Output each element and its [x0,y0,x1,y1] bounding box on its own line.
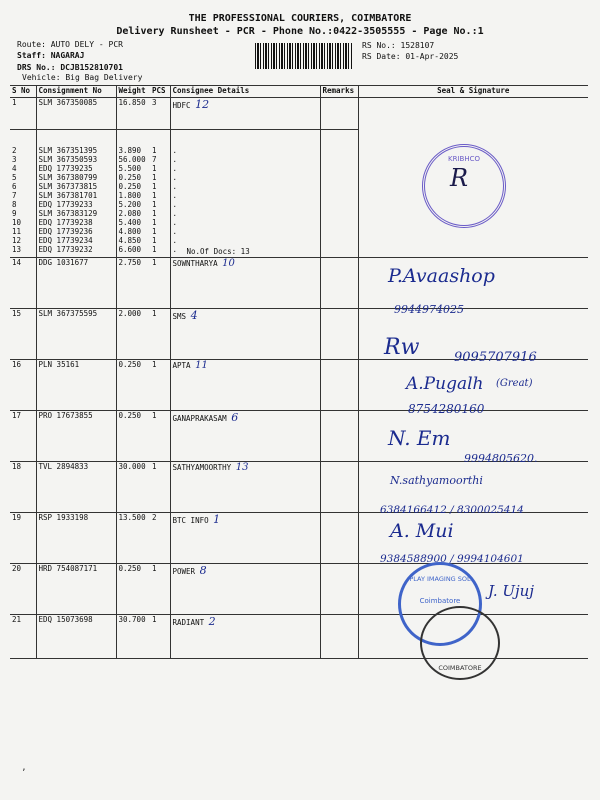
table-row [10,258,588,309]
signature-19: A. Mui [390,520,454,542]
drs-no: DRS No.: DCJB152810701 [17,63,123,72]
coimbatore-stamp [420,606,500,680]
signature-14: P.Avaashop [388,265,495,287]
cell-pcs-group [150,130,170,258]
group-line: . [172,191,178,200]
route: Route: AUTO DELY - PCR [17,40,123,49]
group-line: 13 [12,245,22,254]
cell-consignment: SLM 367350085 [36,98,116,130]
consignee-name: RADIANT [172,618,205,627]
cell-remarks [320,98,358,130]
cell-remarks [320,462,358,513]
company-title: THE PROFESSIONAL COURIERS, COIMBATORE [188,13,412,24]
cell-weight: 0.250 [116,360,150,411]
phone-19: 9384588900 / 9994104601 [380,553,524,565]
handwritten-note: 6 [231,411,239,424]
group-line: 10 [12,218,22,227]
cell-pcs: 1 [150,309,170,360]
group-line: 4.850 [118,236,142,245]
group-line: 4 [12,164,17,173]
cell-remarks [320,411,358,462]
cell-pcs: 1 [150,462,170,513]
handwritten-note: 4 [190,309,198,322]
group-line: 2 [12,146,17,155]
group-line: SLM 367380799 [38,173,98,182]
group-line: 9 [12,209,17,218]
group-line: SLM 367383129 [38,209,98,218]
cell-weight-group [116,130,150,258]
group-line: 1 [152,218,157,227]
phone-14: 9944974025 [394,303,464,316]
stamp-text: COIMBATORE [438,664,482,672]
cell-weight: 2.750 [116,258,150,309]
cell-consignment: RSP 1933198 [36,513,116,564]
cell-consignment: PRO 17673855 [36,411,116,462]
cell-consignee-group [170,130,320,258]
group-line: 1 [152,200,157,209]
cell-weight: 0.250 [116,411,150,462]
group-line: 5.500 [118,164,142,173]
col-weight: Weight [116,86,150,98]
group-line: 0.250 [118,173,142,182]
phone-15: 9095707916 [454,350,537,365]
cell-weight: 16.850 [116,98,150,130]
group-line: . [172,173,178,182]
cell-pcs: 3 [150,98,170,130]
group-line: 1 [152,164,157,173]
cell-consignee [170,411,320,462]
cell-consignment: TVL 2894833 [36,462,116,513]
cell-pcs: 1 [150,360,170,411]
consignee-name: POWER [172,567,196,576]
cell-sno: 20 [10,564,36,615]
cell-consignment: PLN 35161 [36,360,116,411]
runsheet-subtitle: Delivery Runsheet - PCR - Phone No.:0422-3505555 - Page No.:1 [116,26,484,37]
group-line: 0.250 [118,182,142,191]
cell-sno: 18 [10,462,36,513]
handwritten-note: 1 [213,513,221,526]
col-seal: Seal & Signature [358,86,588,98]
group-line: 12 [12,236,22,245]
cell-sno-group [10,130,36,258]
consignee-name: BTC INFO [172,516,209,525]
group-line: EDQ 17739233 [38,200,93,209]
cell-remarks [320,130,358,258]
cell-remarks [320,360,358,411]
group-line: EDQ 17739235 [38,164,93,173]
cell-weight: 2.000 [116,309,150,360]
consignee-name: APTA [172,361,191,370]
rs-date: RS Date: 01-Apr-2025 [362,52,459,61]
group-line: SLM 367350593 [38,155,98,164]
cell-consignment: EDQ 15073698 [36,615,116,659]
group-line: 8 [12,200,17,209]
cell-consignee [170,615,320,659]
phone-17: 9994805620. [464,452,538,465]
group-line: SLM 367351395 [38,146,98,155]
cell-pcs: 1 [150,258,170,309]
group-line: 5.200 [118,200,142,209]
group-line: 56.000 [118,155,146,164]
cell-sno: 19 [10,513,36,564]
group-line: 1 [152,146,157,155]
group-line: . [172,182,178,191]
group-line: . [172,218,178,227]
cell-sno: 21 [10,615,36,659]
handwritten-note: 11 [195,360,208,371]
signature-18: N.sathyamoorthi [390,474,483,487]
cell-sno: 16 [10,360,36,411]
group-line: 6 [12,182,17,191]
group-line: 5.400 [118,218,142,227]
group-line: 2.080 [118,209,142,218]
col-remarks: Remarks [320,86,358,98]
cell-consignee [170,309,320,360]
group-line: 4.800 [118,227,142,236]
group-line: 7 [152,155,157,164]
group-line: . [172,164,178,173]
group-line: 5 [12,173,17,182]
group-line: EDQ 17739238 [38,218,93,227]
signature-20: J. Ujuj [488,582,534,600]
table-row [10,98,588,130]
cell-weight: 13.500 [116,513,150,564]
group-line: 6.600 [118,245,142,254]
consignee-name: SOWNTHARYA [172,259,218,268]
group-line: 1 [152,182,157,191]
cell-sno: 15 [10,309,36,360]
group-line: EDQ 17739236 [38,227,93,236]
signature-15: Rw [384,335,420,360]
cell-sno: 14 [10,258,36,309]
group-line: . [172,209,178,218]
cell-consignment: HRD 754087171 [36,564,116,615]
cell-consignee [170,513,320,564]
rs-no: RS No.: 1528107 [362,41,435,50]
phone-16: 8754280160 [408,402,485,416]
group-line: . [172,227,178,236]
consignee-name: GANAPRAKASAM [172,414,227,423]
cell-remarks [320,513,358,564]
group-line: 1 [152,191,157,200]
stamp-text: PLAY IMAGING SOL [409,575,471,583]
group-line: . [172,236,178,245]
group-line: 1.800 [118,191,142,200]
group-line: EDQ 17739232 [38,245,93,254]
group-line: 3.890 [118,146,142,155]
col-pcs: PCS [150,86,170,98]
cell-pcs: 1 [150,411,170,462]
signature-17: N. Em [388,426,451,450]
group-line: 1 [152,236,157,245]
group-line: 11 [12,227,22,236]
group-line: SLM 367381701 [38,191,98,200]
group-line: EDQ 17739234 [38,236,93,245]
cell-pcs: 2 [150,513,170,564]
group-line: 1 [152,227,157,236]
cell-sno: 17 [10,411,36,462]
table-header [10,86,588,98]
group-line: SLM 367373815 [38,182,98,191]
group-line: . [172,155,178,164]
table-row [10,615,588,659]
docs-count: No.Of Docs: 13 [186,247,250,256]
cell-weight: 30.000 [116,462,150,513]
col-consignee: Consignee Details [170,86,320,98]
signature-1: R [450,164,469,192]
cell-remarks [320,258,358,309]
cell-consignment: DDG 1031677 [36,258,116,309]
cell-remarks [320,615,358,659]
group-line: . [172,245,178,254]
cell-consignee [170,360,320,411]
handwritten-note: 8 [199,564,207,577]
cell-consignee [170,258,320,309]
phone-18: 6384166412 / 8300025414 [380,504,524,516]
staff: Staff: NAGARAJ [17,51,85,60]
handwritten-note: 10 [222,258,235,269]
barcode [255,43,353,69]
cell-sno: 1 [10,98,36,130]
group-line: 1 [152,245,157,254]
handwritten-note: 2 [208,615,216,628]
cell-consignee [170,98,320,130]
col-consignment: Consignment No [36,86,116,98]
cell-consignment: SLM 367375595 [36,309,116,360]
stamp-text: KRIBHCO [448,155,480,163]
handwritten-note: 12 [195,98,210,111]
group-line: 1 [152,173,157,182]
group-line: 3 [12,155,17,164]
cell-remarks [320,309,358,360]
signature-16: A.Pugalh [406,374,484,394]
consignee-name: HDFC [172,101,191,110]
cell-consignee [170,462,320,513]
consignee-name: SMS [172,312,187,321]
cell-remarks [320,564,358,615]
group-line: 1 [152,209,157,218]
stamp-text: Coimbatore [419,597,461,605]
handwritten-note: 13 [235,462,249,473]
scan-mark-icon: ʼ [21,768,27,778]
group-line: . [172,200,178,209]
vehicle: Vehicle: Big Bag Delivery [22,73,143,82]
group-line: 7 [12,191,17,200]
cell-consignment-group [36,130,116,258]
group-line: . [172,146,178,155]
cell-weight: 30.700 [116,615,150,659]
signature-16-note: (Great) [496,378,533,389]
consignee-name: SATHYAMOORTHY [172,463,232,472]
cell-pcs: 1 [150,615,170,659]
col-sno: S No [10,86,36,98]
cell-consignee [170,564,320,615]
cell-pcs: 1 [150,564,170,615]
consignee-dots [173,130,318,254]
cell-weight: 0.250 [116,564,150,615]
